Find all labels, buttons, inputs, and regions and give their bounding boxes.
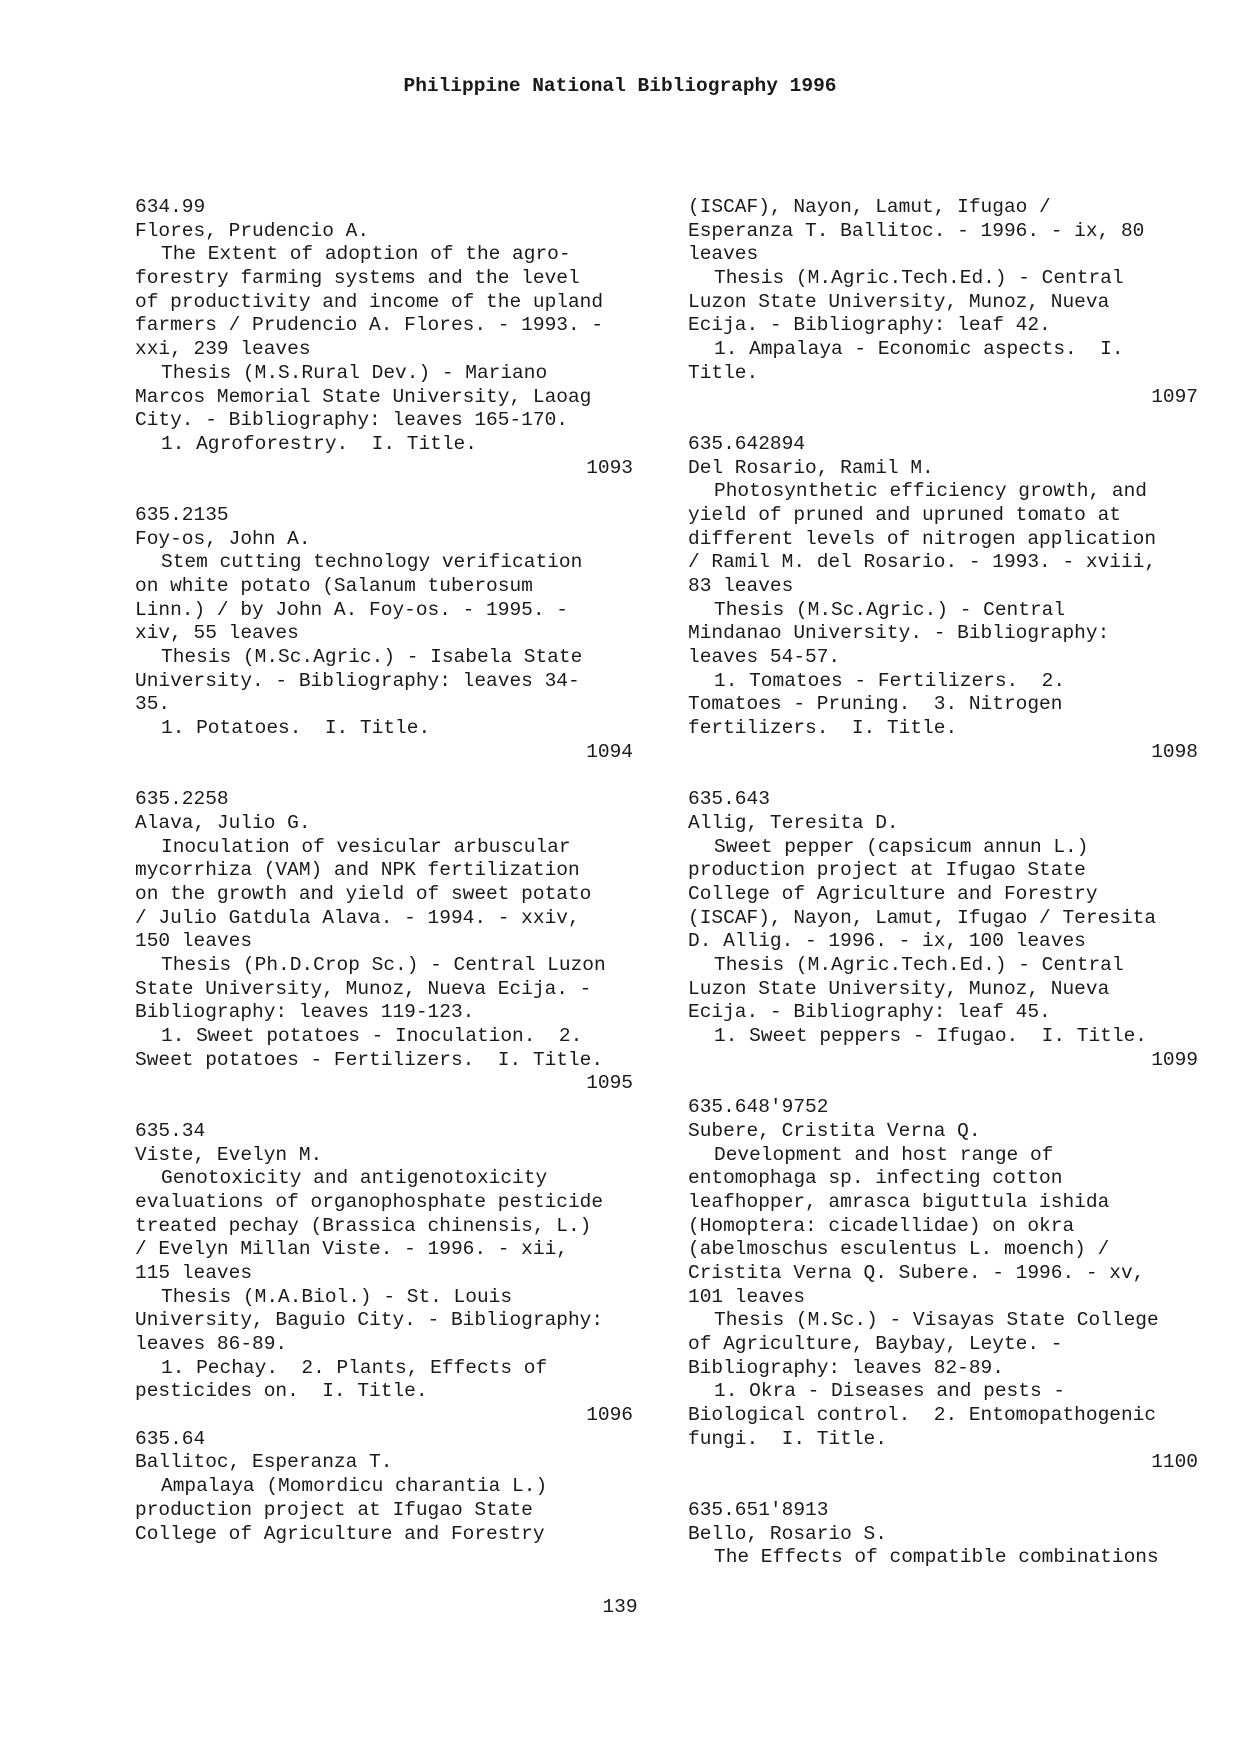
entry-line: 635.2135 [135, 503, 229, 526]
entry-line: Foy-os, John A. [135, 527, 311, 550]
entry-line: production project at Ifugao State [688, 859, 1086, 882]
entry-number: 1095 [586, 1072, 633, 1095]
entry-line-indented: Thesis (M.S.Rural Dev.) - Mariano [161, 361, 548, 384]
entry-line-indented: 1. Agroforestry. I. Title. [161, 432, 477, 455]
entry-line: leafhopper, amrasca biguttula ishida [688, 1190, 1110, 1213]
entry-line: Bibliography: leaves 82-89. [688, 1356, 1004, 1379]
entry-line: treated pechay (Brassica chinensis, L.) [135, 1214, 592, 1237]
left-column [135, 196, 655, 1546]
blank-line [688, 1475, 1208, 1499]
entry-line: Tomatoes - Pruning. 3. Nitrogen [688, 693, 1063, 716]
entry-line-indented: Sweet pepper (capsicum annun L.) [714, 835, 1089, 858]
entry-line: (ISCAF), Nayon, Lamut, Ifugao / [688, 196, 1051, 218]
entry-line: 635.2258 [135, 788, 229, 811]
entry-line: / Julio Gatdula Alava. - 1994. - xxiv, [135, 906, 580, 929]
entry-line: State University, Munoz, Nueva Ecija. - [135, 977, 592, 1000]
entry-line-indented: 1. Okra - Diseases and pests - [714, 1380, 1066, 1403]
entry-line-indented: Thesis (M.Sc.Agric.) - Central [714, 598, 1066, 621]
entry-line: yield of pruned and upruned tomato at [688, 503, 1121, 526]
entry-line: Sweet potatoes - Fertilizers. I. Title. [135, 1048, 604, 1071]
entry-line: 635.648'9752 [688, 1096, 829, 1119]
entry-line: University, Baguio City. - Bibliography: [135, 1309, 604, 1332]
entry-line-indented: Thesis (M.Agric.Tech.Ed.) - Central [714, 267, 1124, 290]
entry-line: 635.64 [135, 1427, 206, 1450]
entry-line: on the growth and yield of sweet potato [135, 882, 592, 905]
entry-line-indented: Photosynthetic efficiency growth, and [714, 480, 1147, 503]
entry-line: xxi, 239 leaves [135, 338, 311, 361]
blank-line [688, 765, 1208, 789]
entry-line: Del Rosario, Ramil M. [688, 456, 934, 479]
entry-line: farmers / Prudencio A. Flores. - 1993. - [135, 314, 604, 337]
entry-line: leaves 86-89. [135, 1333, 288, 1355]
entry-line-indented: Inoculation of vesicular arbuscular [161, 835, 571, 858]
entry-line: Ecija. - Bibliography: leaf 45. [688, 1001, 1051, 1024]
entry-line-indented: Thesis (M.Sc.) - Visayas State College [714, 1309, 1159, 1332]
blank-line [688, 409, 1208, 433]
entry-line: pesticides on. I. Title. [135, 1380, 428, 1403]
entry-line: Mindanao University. - Bibliography: [688, 622, 1110, 645]
entry-line-indented: 1. Tomatoes - Fertilizers. 2. [714, 669, 1066, 692]
entry-line: Viste, Evelyn M. [135, 1143, 323, 1166]
entry-line: fungi. I. Title. [688, 1427, 887, 1450]
entry-line: 635.642894 [688, 432, 806, 455]
entry-line: Ecija. - Bibliography: leaf 42. [688, 314, 1051, 337]
entry-line: Cristita Verna Q. Subere. - 1996. - xv, [688, 1261, 1145, 1284]
entry-line-indented: Ampalaya (Momordicu charantia L.) [161, 1475, 548, 1498]
entry-line: Allig, Teresita D. [688, 811, 899, 834]
entry-line: (Homoptera: cicadellidae) on okra [688, 1214, 1075, 1237]
entry-line-indented: 1. Ampalaya - Economic aspects. I. [714, 338, 1124, 361]
entry-line: different levels of nitrogen application [688, 527, 1157, 550]
blank-line [135, 1096, 655, 1120]
entry-line: Bibliography: leaves 119-123. [135, 1001, 475, 1024]
entry-line: entomophaga sp. infecting cotton [688, 1167, 1063, 1190]
entry-line: of Agriculture, Baybay, Leyte. - [688, 1333, 1063, 1355]
entry-number: 1097 [1151, 385, 1198, 408]
entry-line: (abelmoschus esculentus L. moench) / [688, 1238, 1110, 1261]
entry-line: evaluations of organophosphate pesticide [135, 1190, 604, 1213]
entry-number: 1096 [586, 1404, 633, 1427]
entry-line-indented: Thesis (M.Agric.Tech.Ed.) - Central [714, 954, 1124, 976]
entry-number: 1093 [586, 456, 633, 479]
entry-line: 635.651'8913 [688, 1498, 829, 1521]
entry-line: D. Allig. - 1996. - ix, 100 leaves [688, 930, 1086, 953]
entry-line: / Evelyn Millan Viste. - 1996. - xii, [135, 1238, 568, 1261]
entry-line-indented: The Extent of adoption of the agro- [161, 243, 571, 266]
entry-line-indented: Thesis (M.Sc.Agric.) - Isabela State [161, 646, 583, 669]
entry-line-indented: Thesis (M.A.Biol.) - St. Louis [161, 1285, 513, 1308]
entry-number: 1098 [1151, 740, 1198, 763]
entry-line-indented: 1. Pechay. 2. Plants, Effects of [161, 1356, 548, 1379]
entry-line: City. - Bibliography: leaves 165-170. [135, 409, 568, 432]
entry-line: forestry farming systems and the level [135, 267, 580, 290]
entry-line-indented: Stem cutting technology verification [161, 551, 583, 574]
entry-line: 634.99 [135, 196, 206, 218]
entry-line: on white potato (Salanum tuberosum [135, 575, 533, 597]
entry-line: Luzon State University, Munoz, Nueva [688, 290, 1110, 313]
entry-line: Esperanza T. Ballitoc. - 1996. - ix, 80 [688, 219, 1145, 242]
entry-line-indented: Genotoxicity and antigenotoxicity [161, 1167, 548, 1190]
entry-line: 115 leaves [135, 1261, 253, 1284]
page-number: 139 [602, 1596, 638, 1618]
entry-line: / Ramil M. del Rosario. - 1993. - xviii, [688, 551, 1157, 574]
entry-line-indented: 1. Sweet potatoes - Inoculation. 2. [161, 1025, 583, 1048]
entry-line: (ISCAF), Nayon, Lamut, Ifugao / Teresita [688, 906, 1157, 929]
entry-line: University. - Bibliography: leaves 34- [135, 669, 580, 692]
entry-line: mycorrhiza (VAM) and NPK fertilization [135, 859, 580, 882]
entry-line: Title. [688, 361, 759, 384]
entry-line: 150 leaves [135, 930, 253, 953]
entry-line: fertilizers. I. Title. [688, 717, 958, 740]
blank-line [135, 765, 655, 789]
entry-line: leaves 54-57. [688, 646, 841, 669]
entry-line: xiv, 55 leaves [135, 622, 299, 645]
entry-line-indented: The Effects of compatible combinations [714, 1546, 1159, 1569]
entry-line: Subere, Cristita Verna Q. [688, 1119, 981, 1142]
blank-line [135, 480, 655, 504]
entry-line: production project at Ifugao State [135, 1498, 533, 1521]
entry-line: Luzon State University, Munoz, Nueva [688, 977, 1110, 1000]
entry-line: Flores, Prudencio A. [135, 219, 370, 242]
blank-line [688, 1072, 1208, 1096]
entry-line: Ballitoc, Esperanza T. [135, 1451, 393, 1474]
entry-line: of productivity and income of the upland [135, 290, 604, 313]
page-title: Philippine National Bibliography 1996 [403, 75, 837, 97]
entry-line: College of Agriculture and Forestry [688, 882, 1098, 905]
entry-line: 101 leaves [688, 1285, 806, 1308]
entry-line: College of Agriculture and Forestry [135, 1522, 545, 1545]
entry-line: Bello, Rosario S. [688, 1522, 887, 1545]
entry-line: leaves [688, 243, 759, 266]
entry-number: 1100 [1151, 1451, 1198, 1474]
entry-line-indented: 1. Sweet peppers - Ifugao. I. Title. [714, 1025, 1147, 1048]
entry-line: Marcos Memorial State University, Laoag [135, 385, 592, 408]
entry-line: Alava, Julio G. [135, 811, 311, 834]
entry-line: 635.34 [135, 1119, 206, 1142]
entry-line: Linn.) / by John A. Foy-os. - 1995. - [135, 598, 568, 621]
entry-line: 83 leaves [688, 575, 794, 597]
entry-line-indented: Development and host range of [714, 1143, 1054, 1166]
entry-line: Biological control. 2. Entomopathogenic [688, 1404, 1157, 1427]
entry-number: 1099 [1151, 1048, 1198, 1071]
entry-number: 1094 [586, 740, 633, 763]
entry-line-indented: Thesis (Ph.D.Crop Sc.) - Central Luzon [161, 954, 606, 976]
entry-line-indented: 1. Potatoes. I. Title. [161, 717, 431, 740]
entry-line: 35. [135, 693, 171, 716]
entry-line: 635.643 [688, 788, 770, 811]
right-column [688, 196, 1208, 1570]
